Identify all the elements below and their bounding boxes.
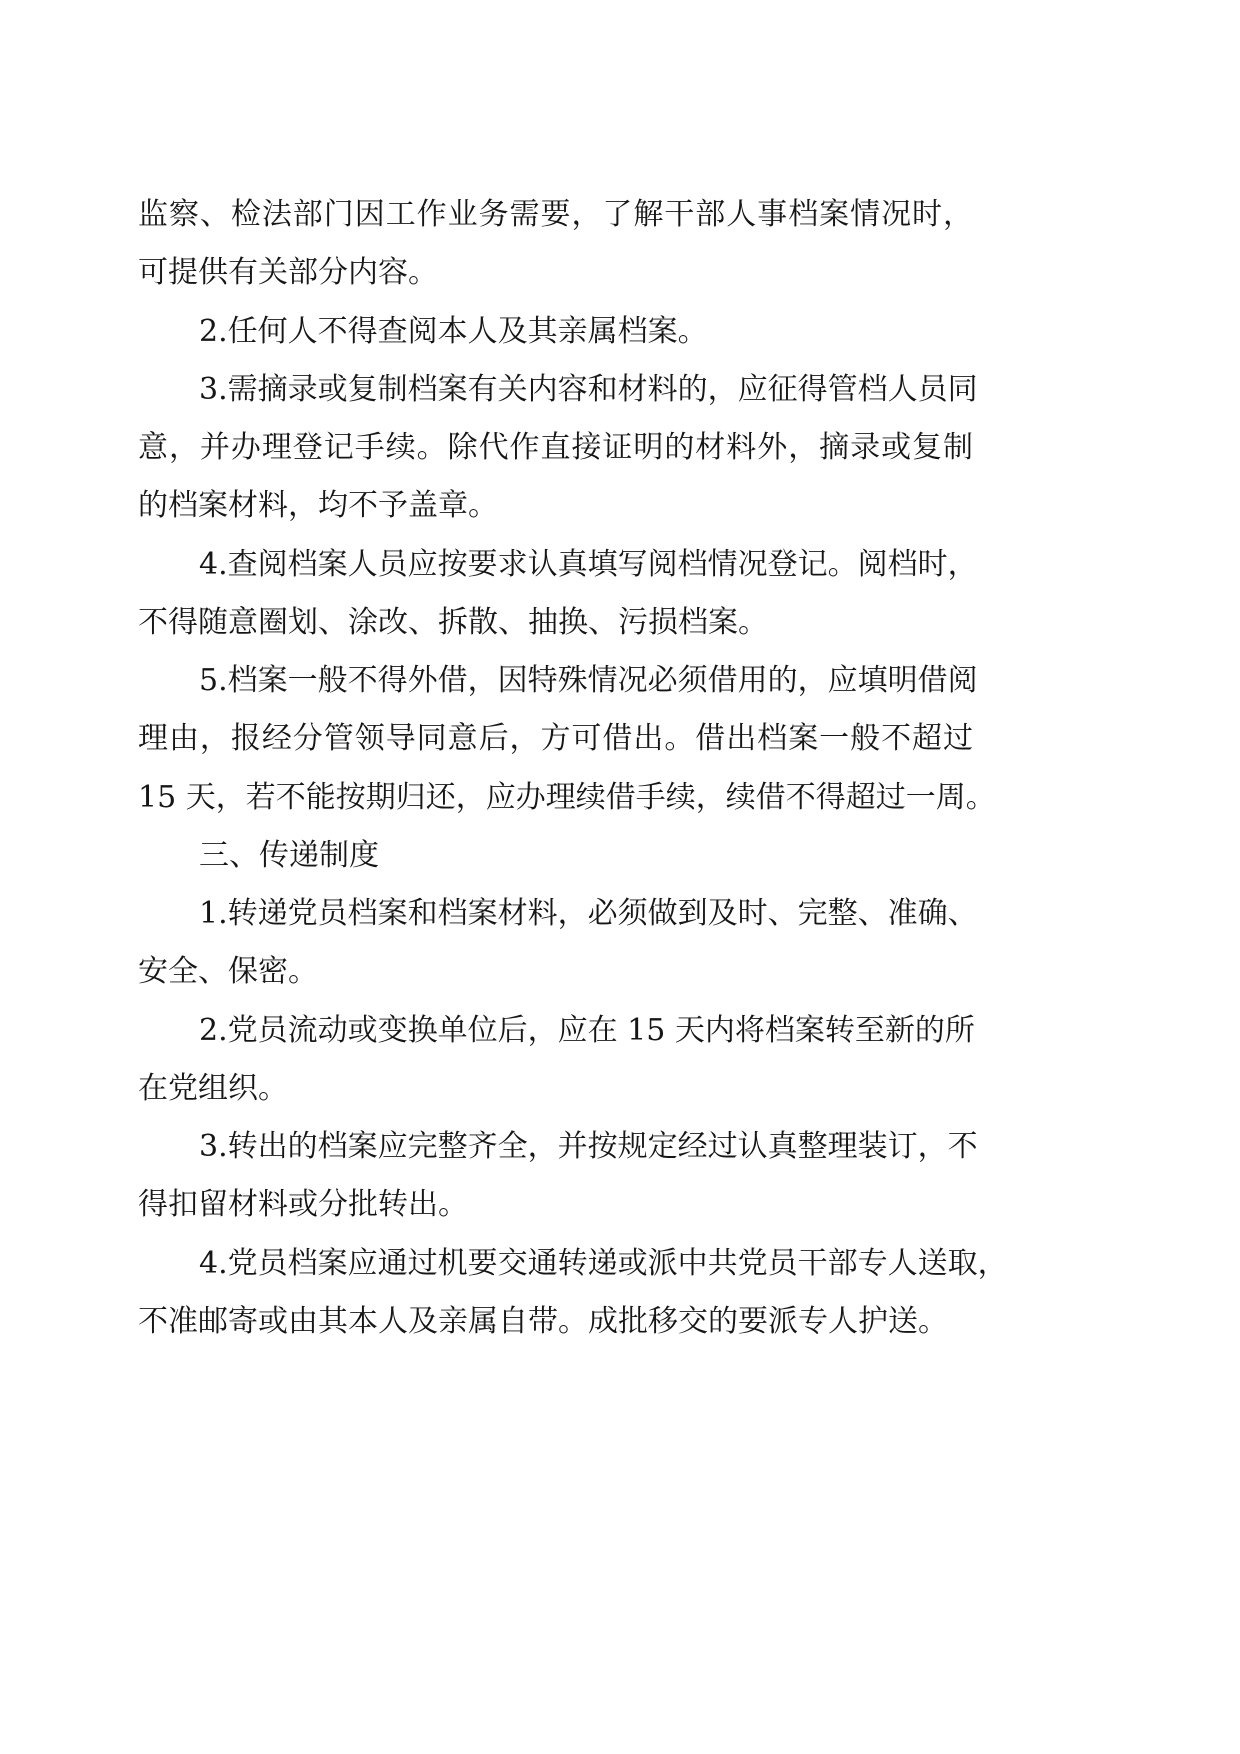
paragraph (138, 652, 996, 827)
paragraph-line: 4.查阅档案人员应按要求认真填写阅档情况登记。阅档时， (199, 546, 978, 582)
paragraph-line: 2.任何人不得查阅本人及其亲属档案。 (199, 313, 708, 349)
paragraph-line: 3.需摘录或复制档案有关内容和材料的，应征得管档人员同 (199, 371, 978, 407)
paragraph-line: 不准邮寄或由其本人及亲属自带。成批移交的要派专人护送。 (138, 1303, 948, 1339)
paragraph-line: 不得随意圈划、涂改、拆散、抽换、污损档案。 (138, 604, 768, 640)
document-body (138, 186, 1008, 1351)
paragraph-line: 15 天，若不能按期归还，应办理续借手续，续借不得超过一周。 (138, 779, 996, 815)
paragraph (138, 536, 978, 653)
paragraph (138, 361, 978, 536)
paragraph-line: 的档案材料，均不予盖章。 (138, 488, 498, 524)
paragraph-line: 得扣留材料或分批转出。 (138, 1187, 468, 1223)
paragraph-line: 理由，报经分管领导同意后，方可借出。借出档案一般不超过 (138, 721, 973, 757)
paragraph-line: 意，并办理登记手续。除代作直接证明的材料外，摘录或复制 (138, 430, 973, 465)
paragraph (138, 1118, 978, 1235)
section-heading: 三、传递制度 (199, 837, 379, 873)
paragraph-line: 监察、检法部门因工作业务需要，了解干部人事档案情况时， (138, 197, 973, 232)
paragraph (138, 1002, 973, 1119)
paragraph-line: 安全、保密。 (138, 954, 318, 990)
paragraph-line: 3.转出的档案应完整齐全，并按规定经过认真整理装订，不 (199, 1129, 978, 1164)
paragraph-line: 1.转递党员档案和档案材料，必须做到及时、完整、准确、 (199, 896, 978, 931)
paragraph (138, 1235, 1008, 1352)
paragraph-line: 在党组织。 (138, 1070, 288, 1106)
paragraph (138, 303, 973, 361)
paragraph-line: 可提供有关部分内容。 (138, 255, 438, 291)
paragraph (138, 186, 973, 303)
paragraph-line: 5.档案一般不得外借，因特殊情况必须借用的，应填明借阅 (199, 663, 978, 698)
paragraph (138, 885, 978, 1002)
paragraph-line: 4.党员档案应通过机要交通转递或派中共党员干部专人送取， (199, 1245, 1008, 1281)
paragraph-line: 2.党员流动或变换单位后，应在 15 天内将档案转至新的所 (199, 1012, 975, 1048)
section-heading-paragraph (138, 827, 973, 885)
